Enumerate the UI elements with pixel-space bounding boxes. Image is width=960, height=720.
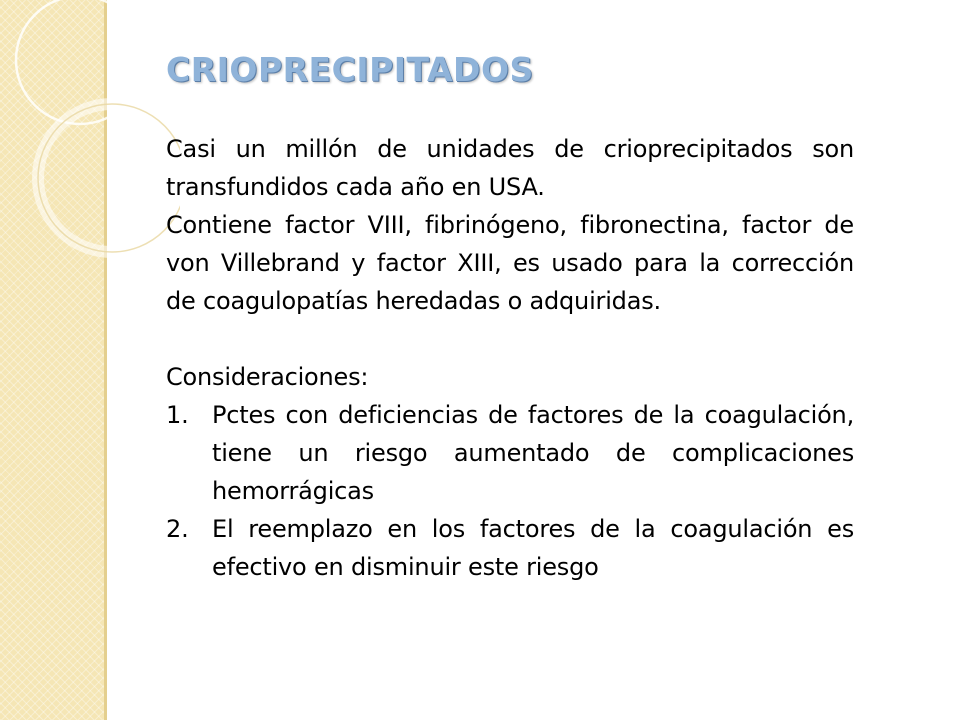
spacer (166, 320, 854, 358)
considerations-heading: Consideraciones: (166, 363, 369, 391)
slide-content (166, 48, 854, 586)
paragraph-usage: Casi un millón de unidades de crioprecipitados son transfundidos cada año en USA. (166, 135, 854, 201)
list-item-text: Pctes con deficiencias de factores de la coagulación, tiene un riesgo aumentado de complicaciones hemorrágicas (212, 401, 854, 505)
decorative-circles-icon (0, 0, 180, 260)
list-item-text: El reemplazo en los factores de la coagulación es efectivo en disminuir este riesgo (212, 515, 854, 581)
list-item (166, 396, 854, 510)
list-item-number: 1. (166, 401, 189, 429)
list-item-number: 2. (166, 515, 189, 543)
paragraph-composition: Contiene factor VIII, fibrinógeno, fibronectina, factor de von Villebrand y factor XIII, es usado para la corrección de coagulopatías heredadas o adquiridas. (166, 211, 854, 315)
considerations-list (166, 396, 854, 586)
list-item (166, 510, 854, 586)
slide-title: CRIOPRECIPITADOS (166, 50, 534, 89)
